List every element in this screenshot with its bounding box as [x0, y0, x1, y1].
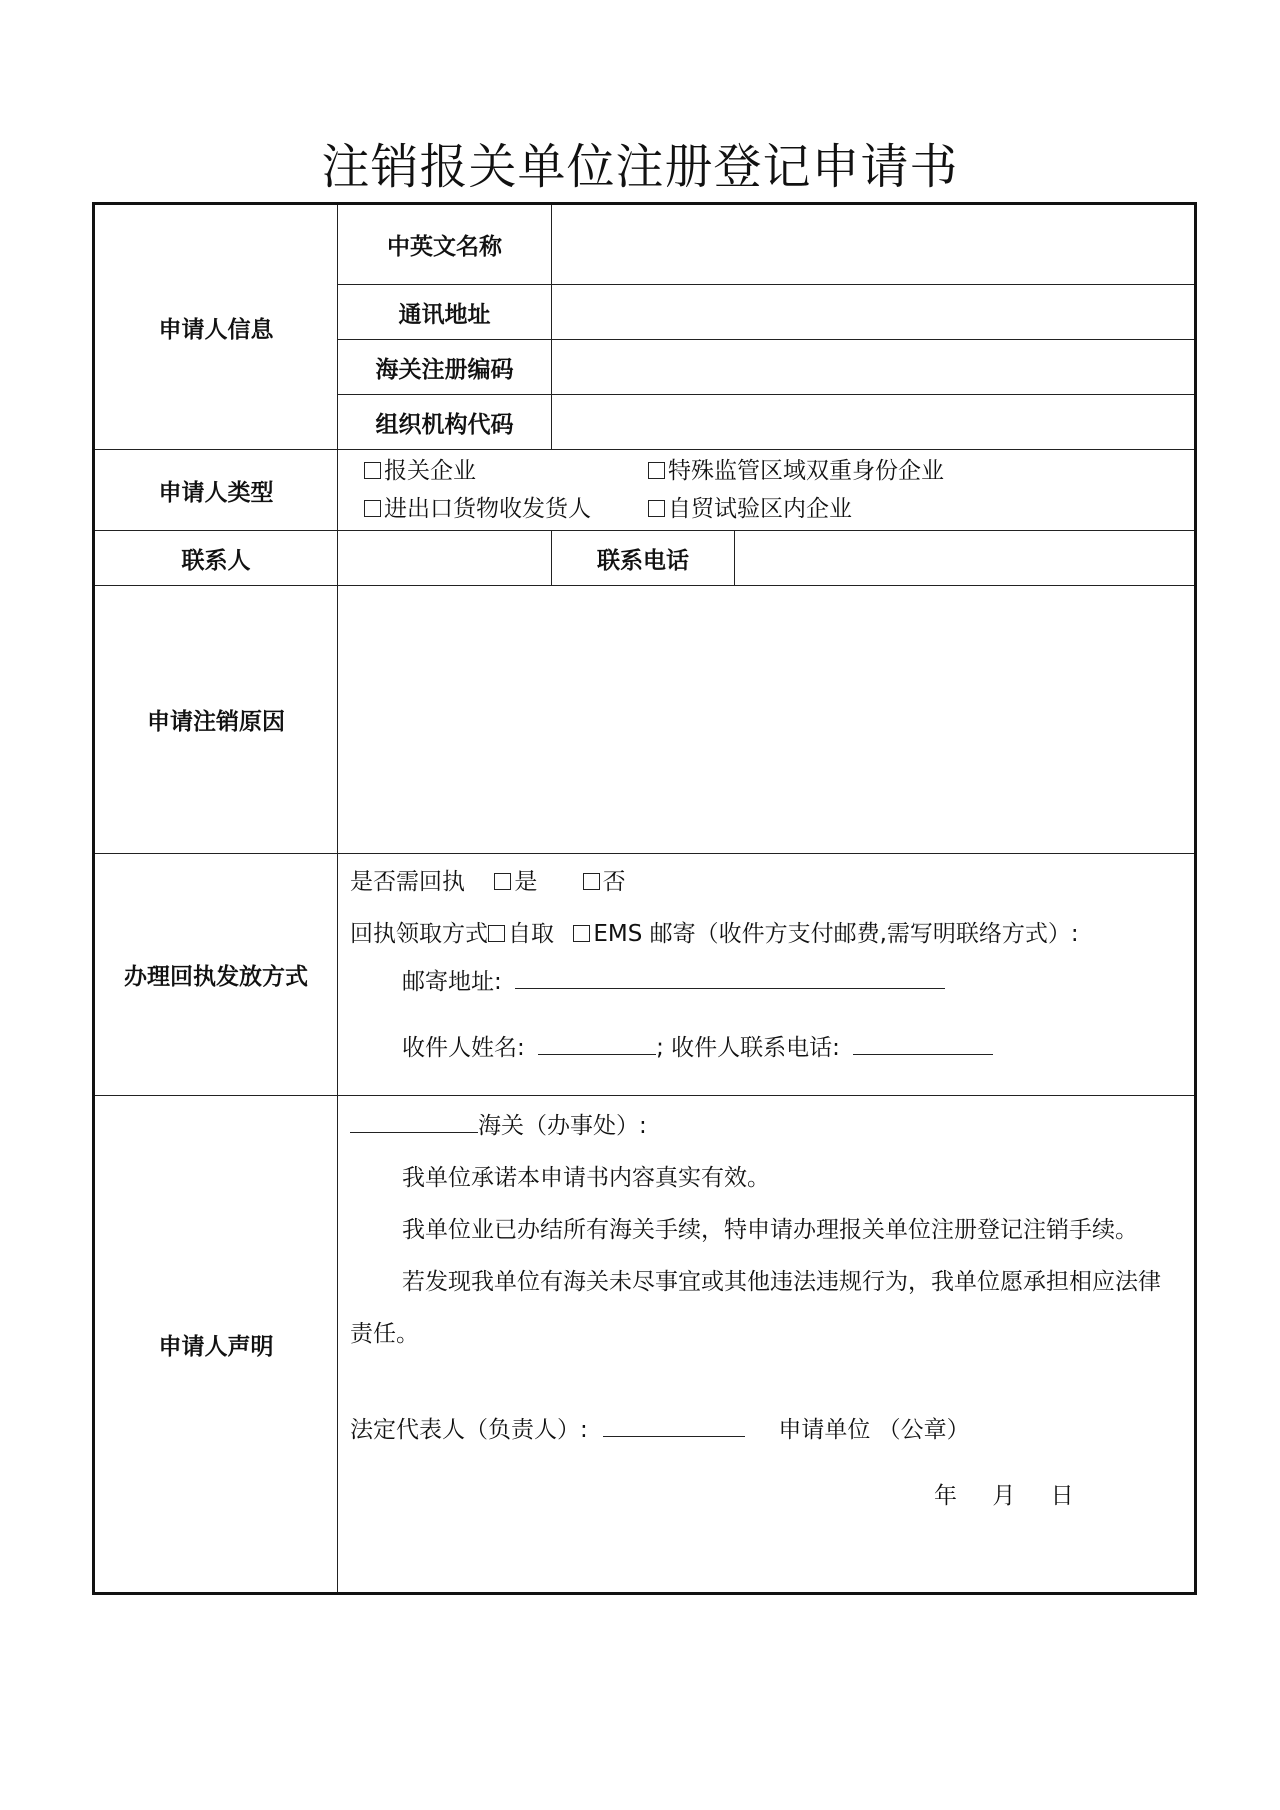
org-code-field[interactable]	[552, 395, 1196, 450]
pickup-method-label: 回执领取方式	[350, 921, 488, 947]
reason-field[interactable]	[338, 586, 1196, 854]
contact-field[interactable]	[338, 531, 552, 586]
reason-label: 申请注销原因	[94, 586, 338, 854]
declaration-label: 申请人声明	[94, 1096, 338, 1594]
page-title: 注销报关单位注册登记申请书	[321, 139, 959, 195]
legal-rep-label: 法定代表人（负责人）:	[350, 1417, 588, 1443]
application-form-table	[92, 202, 1197, 1595]
checkbox-icon[interactable]	[583, 873, 600, 890]
customs-office-line[interactable]	[350, 1110, 478, 1133]
separator: ;	[656, 1035, 664, 1061]
applicant-type-label: 申请人类型	[94, 450, 338, 531]
applicant-info-label: 申请人信息	[94, 204, 338, 450]
address-field[interactable]	[552, 285, 1196, 340]
unit-seal-label: 申请单位 （公章）	[778, 1417, 970, 1443]
name-label: 中英文名称	[338, 204, 552, 285]
option-free-trade-zone[interactable]: 自贸试验区内企业	[648, 490, 852, 528]
date-day: 日	[1050, 1483, 1074, 1509]
applicant-type-options	[338, 450, 1196, 531]
checkbox-icon[interactable]	[648, 500, 665, 517]
declaration-paragraph-1: 我单位承诺本申请书内容真实有效。	[402, 1165, 770, 1191]
checkbox-icon[interactable]	[494, 873, 511, 890]
customs-office-suffix: 海关（办事处）:	[478, 1113, 647, 1139]
declaration-paragraph-2: 我单位业已办结所有海关手续，特申请办理报关单位注册登记注销手续。	[402, 1217, 1138, 1243]
recipient-name-line[interactable]	[538, 1032, 656, 1055]
receipt-label: 办理回执发放方式	[94, 854, 338, 1096]
mailing-address-label: 邮寄地址:	[402, 969, 502, 995]
legal-rep-line[interactable]	[603, 1414, 745, 1437]
need-receipt-label: 是否需回执	[350, 869, 465, 895]
self-pickup-option[interactable]: 自取	[488, 920, 554, 948]
checkbox-icon[interactable]	[488, 925, 505, 942]
address-label: 通讯地址	[338, 285, 552, 340]
ems-option[interactable]: EMS 邮寄（收件方支付邮费,需写明联络方式）:	[573, 920, 1078, 948]
date-month: 月	[992, 1483, 1016, 1509]
recipient-phone-label: 收件人联系电话:	[671, 1035, 840, 1061]
mailing-address-line[interactable]	[515, 966, 945, 989]
name-field[interactable]	[552, 204, 1196, 285]
checkbox-icon[interactable]	[573, 925, 590, 942]
customs-code-label: 海关注册编码	[338, 340, 552, 395]
option-special-zone[interactable]: 特殊监管区域双重身份企业	[648, 452, 944, 490]
contact-phone-field[interactable]	[735, 531, 1196, 586]
checkbox-icon[interactable]	[364, 500, 381, 517]
date-year: 年	[934, 1483, 957, 1509]
contact-label: 联系人	[94, 531, 338, 586]
contact-phone-label: 联系电话	[552, 531, 735, 586]
receipt-no-option[interactable]: 否	[583, 868, 626, 896]
declaration-paragraph-3: 若发现我单位有海关未尽事宜或其他违法违规行为，我单位愿承担相应法律责任。	[350, 1269, 1161, 1347]
checkbox-icon[interactable]	[648, 462, 665, 479]
receipt-content	[338, 854, 1196, 1096]
receipt-yes-option[interactable]: 是	[494, 868, 537, 896]
declaration-content	[338, 1096, 1196, 1594]
customs-code-field[interactable]	[552, 340, 1196, 395]
recipient-name-label: 收件人姓名:	[402, 1035, 525, 1061]
option-consignor[interactable]: 进出口货物收发货人	[364, 490, 648, 528]
recipient-phone-line[interactable]	[853, 1032, 993, 1055]
option-customs-broker[interactable]: 报关企业	[364, 452, 648, 490]
org-code-label: 组织机构代码	[338, 395, 552, 450]
checkbox-icon[interactable]	[364, 462, 381, 479]
